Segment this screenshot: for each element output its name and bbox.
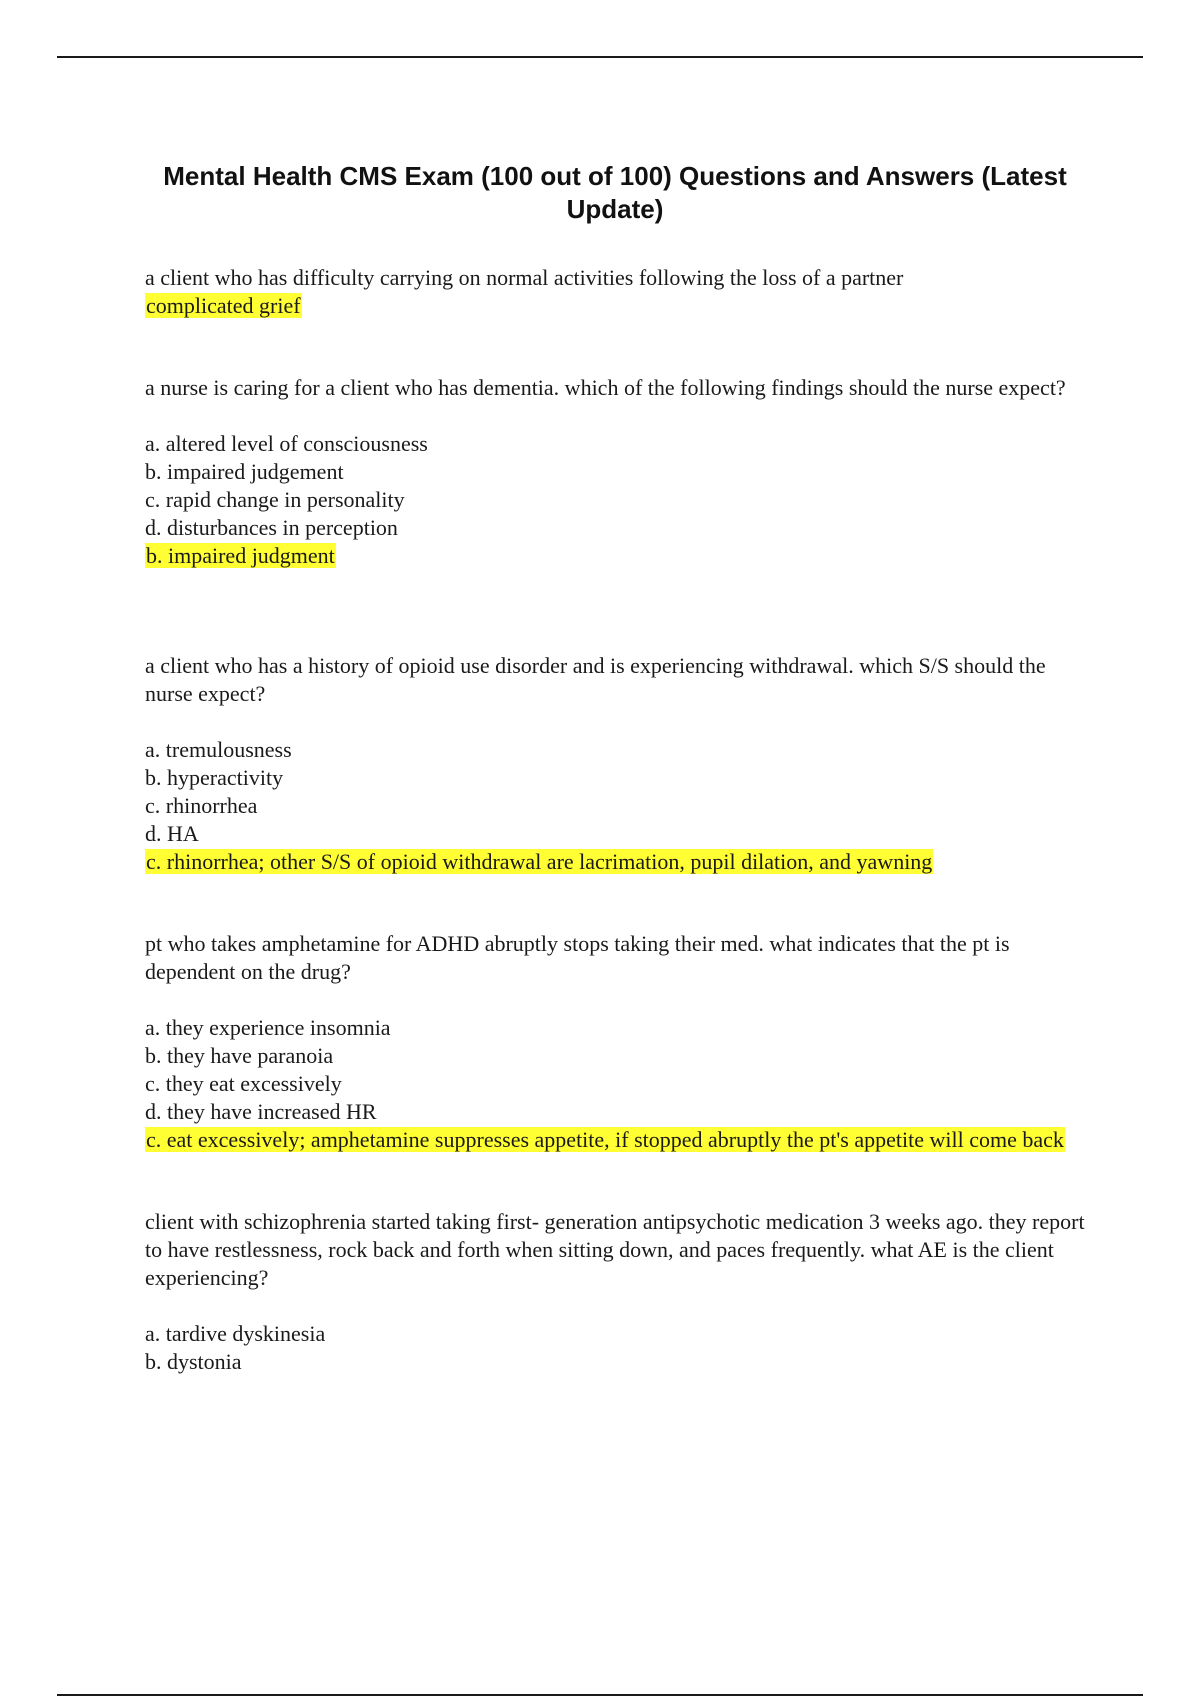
question-item (145, 1208, 1095, 1376)
question-stem: a client who has difficulty carrying on normal activities following the loss of a partner (145, 265, 904, 290)
highlighted-answer: complicated grief (146, 293, 301, 318)
question-stem: a nurse is caring for a client who has dementia. which of the following findings should the nurse expect? (145, 375, 1066, 400)
option-item: b. impaired judgement (145, 459, 344, 484)
answer-line (145, 292, 1095, 320)
answer-line (145, 1126, 1095, 1154)
answer-line (145, 542, 1095, 570)
option-item: a. they experience insomnia (145, 1015, 391, 1040)
question-item (145, 930, 1095, 1154)
highlighted-answer: b. impaired judgment (146, 543, 335, 568)
option-list (145, 1320, 1095, 1376)
option-item: d. they have increased HR (145, 1099, 377, 1124)
option-list (145, 430, 1095, 542)
question-list (145, 264, 1095, 1376)
option-item: c. rapid change in personality (145, 487, 405, 512)
highlighted-answer: c. rhinorrhea; other S/S of opioid withdrawal are lacrimation, pupil dilation, and yawning (146, 849, 933, 874)
option-item: a. altered level of consciousness (145, 431, 428, 456)
option-item: d. disturbances in perception (145, 515, 398, 540)
document-title: Mental Health CMS Exam (100 out of 100) Questions and Answers (Latest Update) (163, 161, 1067, 225)
question-item (145, 264, 1095, 320)
option-item: c. rhinorrhea (145, 793, 258, 818)
option-list (145, 736, 1095, 848)
question-stem: pt who takes amphetamine for ADHD abruptly stops taking their med. what indicates that the pt is dependent on the drug? (145, 931, 1010, 984)
option-item: d. HA (145, 821, 199, 846)
option-item: b. they have paranoia (145, 1043, 334, 1068)
option-item: b. dystonia (145, 1349, 242, 1374)
option-item: b. hyperactivity (145, 765, 284, 790)
option-item: c. they eat excessively (145, 1071, 342, 1096)
option-item: a. tremulousness (145, 737, 292, 762)
answer-line (145, 848, 1095, 876)
question-stem: a client who has a history of opioid use disorder and is experiencing withdrawal. which S/S should the nurse expect? (145, 653, 1046, 706)
footer-rule (57, 1694, 1143, 1696)
question-stem: client with schizophrenia started taking first- generation antipsychotic medication 3 weeks ago. they report to have restlessness, rock back and forth when sitting down, and paces frequently. what AE is the client experiencing? (145, 1209, 1085, 1290)
question-item (145, 374, 1095, 570)
header-rule (57, 56, 1143, 58)
option-list (145, 1014, 1095, 1126)
highlighted-answer: c. eat excessively; amphetamine suppresses appetite, if stopped abruptly the pt's appetite will come back (146, 1127, 1064, 1152)
question-item (145, 652, 1095, 876)
option-item: a. tardive dyskinesia (145, 1321, 326, 1346)
